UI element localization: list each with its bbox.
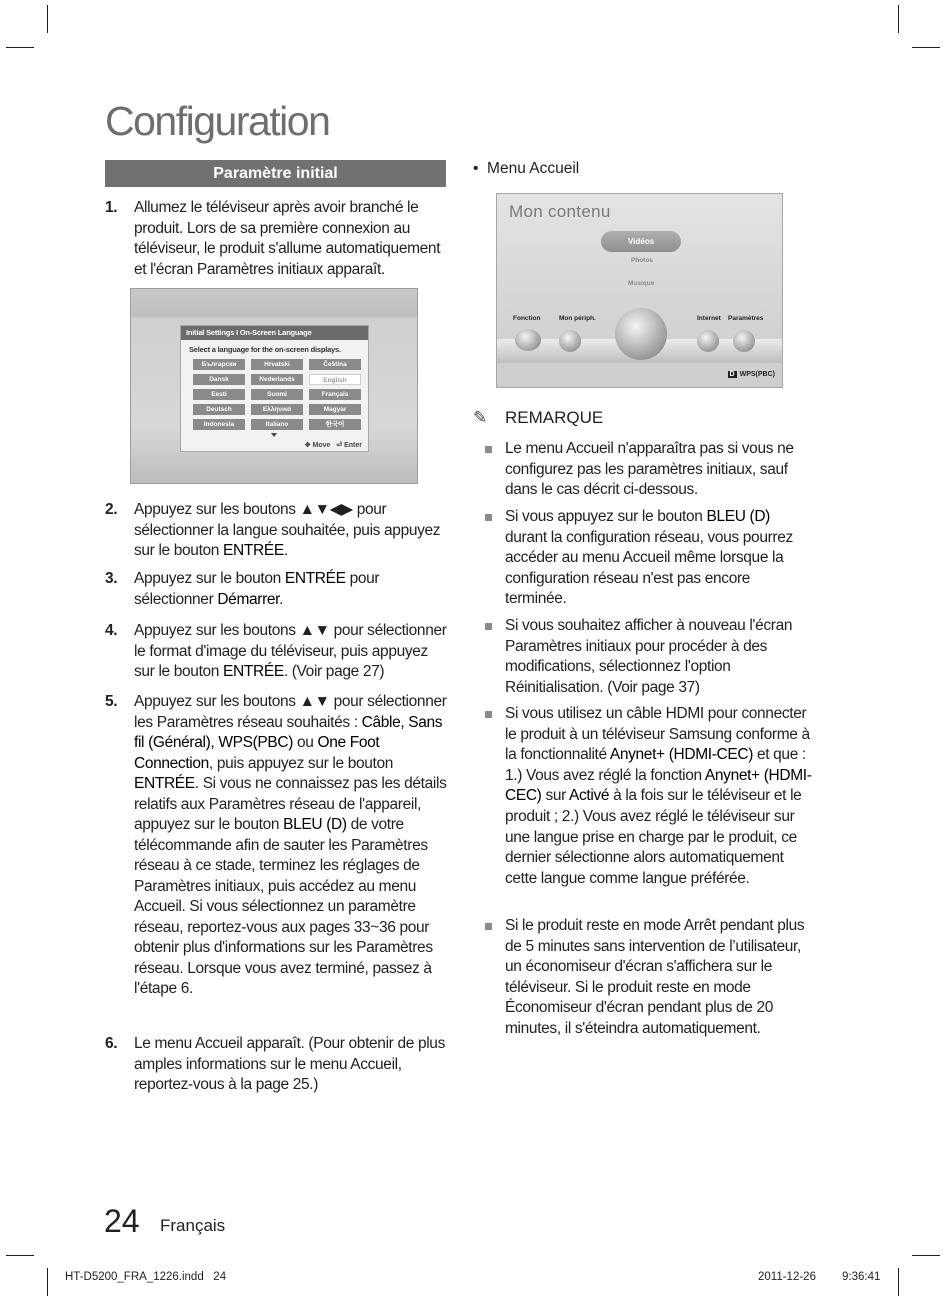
bold-term: ENTRÉE	[223, 542, 284, 559]
language-option[interactable]: 한국어	[309, 419, 361, 430]
text-run: sur	[541, 787, 570, 805]
page-number: 24	[104, 1203, 140, 1239]
text-run: Appuyez sur les boutons ▲▼◀▶ pour sélectionner la langue souhaitée, puis appuyez sur le bouton	[134, 501, 441, 559]
move-label: Move	[312, 442, 331, 449]
step-text	[134, 198, 450, 280]
page-language: Français	[160, 1216, 226, 1235]
dialog-prompt: Select a language for the on-screen displays.	[189, 345, 341, 354]
text-run: .	[283, 542, 288, 559]
text-run: Si vous appuyez sur le bouton	[505, 508, 707, 525]
square-bullet-icon	[485, 446, 492, 453]
language-option[interactable]: Ελληνικά	[251, 404, 303, 415]
device-icon	[559, 330, 581, 352]
language-option[interactable]: English	[309, 374, 361, 385]
function-icon	[515, 329, 541, 351]
bullet-dot: •	[473, 160, 488, 177]
language-dialog	[180, 325, 369, 452]
internet-icon	[697, 330, 719, 352]
step-2	[105, 500, 450, 562]
note-text	[505, 616, 815, 698]
enter-label: Enter	[344, 442, 362, 449]
home-menu-bullet	[473, 160, 579, 178]
bold-term: ENTRÉE	[223, 663, 284, 680]
d-key-icon: D	[729, 371, 735, 378]
language-option[interactable]: Nederlands	[251, 374, 303, 385]
text-run: pour sélectionner	[134, 570, 380, 608]
step-number: 3.	[105, 570, 118, 587]
step-3	[105, 569, 450, 610]
text-run: à la fois sur le téléviseur et le produit ; 2.) Vous avez réglé le téléviseur sur une langue prise en charge par le produit, ce dernier sélectionne alors automatiquement cette langue comme langue préférée.	[505, 787, 802, 887]
pencil-icon: ✎	[473, 408, 488, 427]
crop-mark	[898, 1268, 899, 1296]
text-run: Si le produit reste en mode Arrêt pendant plus de 5 minutes sans intervention de l’utilisateur, un économiseur d'écran s'affichera sur le téléviseur. Si le produit reste en mode Économiseur d'écran pendant plus de 20 minutes, il s'éteindra automatiquement.	[505, 917, 805, 1037]
step-number: 1.	[105, 199, 118, 216]
note-text	[505, 507, 815, 610]
text-run: Allumez le téléviseur après avoir branché le produit. Lors de sa première connexion au téléviseur, le produit s'allume automatiquement et l'écran Paramètres initiaux apparaît.	[134, 199, 441, 278]
note-heading	[473, 408, 603, 428]
menu-item-photos: Photos	[631, 257, 654, 264]
square-bullet-icon	[485, 623, 492, 630]
text-run: Le menu Accueil apparaît. (Pour obtenir de plus amples informations sur le menu Accueil, reportez-vous à la page 25.)	[134, 1035, 445, 1093]
text-run: Si vous souhaitez afficher à nouveau l'écran Paramètres initiaux pour procéder à des modifications, sélectionnez l'option Réinitialisation. (Voir page 37)	[505, 617, 793, 696]
bold-term: ENTRÉE	[134, 775, 195, 792]
language-option[interactable]: Magyar	[309, 404, 361, 415]
dialog-footer	[181, 441, 368, 449]
menu-item-videos: Vidéos	[601, 231, 681, 252]
text-run: Le menu Accueil n'apparaîtra pas si vous ne configurez pas les paramètres initiaux, sauf dans le cas décrit ci-dessous.	[505, 440, 794, 499]
text-run: Appuyez sur les boutons ▲▼ pour sélectionner le format d'image du téléviseur, puis appuyez sur le bouton	[134, 622, 447, 680]
note-item	[485, 507, 815, 610]
menu-item-music: Musique	[628, 280, 655, 287]
language-option[interactable]: Suomi	[251, 389, 303, 400]
footer-time: 9:36:41	[842, 1271, 881, 1283]
page-title: Configuration	[105, 98, 330, 144]
note-item	[485, 616, 815, 698]
bold-term: ENTRÉE	[284, 570, 346, 587]
step-text	[134, 569, 450, 610]
text-run: .	[279, 590, 284, 608]
home-menu-screenshot	[496, 193, 783, 388]
text-run: et que : 1.) Vous avez réglé la fonction	[505, 746, 806, 784]
step-number: 6.	[105, 1035, 118, 1052]
step-text	[134, 500, 450, 562]
note-item	[485, 916, 815, 1040]
bold-term: Démarrer	[217, 590, 280, 608]
footer-file: HT-D5200_FRA_1226.indd 24	[65, 1271, 227, 1283]
note-title: REMARQUE	[505, 408, 604, 427]
crop-mark	[912, 1255, 940, 1256]
language-option[interactable]: Italiano	[251, 419, 303, 430]
dialog-header: Initial Settings I On-Screen Language	[181, 326, 368, 340]
crop-mark	[47, 5, 48, 33]
note-item	[485, 439, 815, 501]
note-item	[485, 704, 815, 889]
crop-mark	[912, 47, 940, 48]
my-content-icon	[615, 308, 667, 360]
footer-date: 2011-12-26	[758, 1271, 816, 1283]
note-text	[505, 704, 815, 889]
bold-term: One Foot Connection	[134, 734, 380, 772]
menu-mon-periph: Mon périph.	[559, 315, 596, 322]
crop-mark	[898, 5, 899, 33]
crop-mark	[47, 1268, 48, 1296]
language-option[interactable]: Indonesia	[193, 419, 245, 430]
wps-label: WPS(PBC)	[739, 371, 775, 378]
menu-fonction: Fonction	[513, 315, 541, 322]
scroll-down-icon	[271, 433, 277, 437]
menu-internet: Internet	[697, 315, 721, 322]
move-icon: ✥	[304, 442, 311, 449]
text-run: Appuyez sur le bouton	[134, 570, 285, 587]
step-number: 2.	[105, 501, 118, 518]
note-text	[505, 916, 815, 1040]
language-option[interactable]: Deutsch	[193, 404, 245, 415]
bold-term: Anynet+ (HDMI-CEC)	[505, 766, 812, 805]
language-option[interactable]: Dansk	[193, 374, 245, 385]
enter-icon: ⏎	[336, 442, 343, 449]
wps-indicator	[728, 371, 775, 378]
text-run: , puis appuyez sur le bouton	[208, 754, 394, 772]
step-6	[105, 1034, 450, 1096]
step-text	[134, 692, 450, 1000]
language-option[interactable]: Eesti	[193, 389, 245, 400]
text-run: . Si vous ne connaissez pas les détails relatifs aux Paramètres réseau de l'appareil, appuyez sur le bouton	[134, 775, 447, 833]
text-run: ou	[293, 734, 318, 751]
note-text	[505, 439, 815, 501]
crop-mark	[6, 47, 34, 48]
step-number: 4.	[105, 622, 118, 639]
bold-term: Câble, Sans fil (Général), WPS(PBC)	[134, 713, 443, 751]
crop-mark	[6, 1255, 34, 1256]
text-run: durant la configuration réseau, vous pourrez accéder au menu Accueil même lorsque la configuration réseau n'est pas encore terminée.	[505, 528, 793, 608]
section-title: Paramètre initial	[105, 160, 446, 187]
step-text	[134, 1034, 450, 1096]
text-run: . (Voir page 27)	[283, 663, 385, 680]
step-text	[134, 621, 450, 683]
bold-term: Anynet+ (HDMI-CEC)	[609, 746, 754, 764]
square-bullet-icon	[485, 514, 492, 521]
text-run: Si vous utilisez un câble HDMI pour connecter le produit à un téléviseur Samsung conforme à la fonctionnalité	[505, 705, 810, 764]
step-5	[105, 692, 450, 1000]
text-run: de votre télécommande afin de sauter les Paramètres réseau à ce stade, terminez les réglages de Paramètres initiaux, puis accédez au menu Accueil. Si vous sélectionnez un paramètre réseau, reportez-vous aux pages 33~36 pour obtenir plus d'informations sur les Paramètres réseau. Lorsque vous avez terminé, passez à l'étape 6.	[134, 816, 433, 997]
language-option[interactable]: Български	[193, 359, 245, 370]
square-bullet-icon	[485, 923, 492, 930]
bold-term: BLEU (D)	[706, 508, 770, 525]
bold-term: BLEU (D)	[283, 816, 347, 833]
language-option[interactable]: Français	[309, 389, 361, 400]
step-1	[105, 198, 450, 280]
square-bullet-icon	[485, 711, 492, 718]
home-menu-label: Menu Accueil	[487, 160, 580, 177]
menu-parametres: Paramètres	[728, 315, 764, 322]
home-menu-title: Mon contenu	[509, 202, 611, 221]
settings-icon	[733, 330, 755, 352]
language-option[interactable]: Čeština	[309, 359, 361, 370]
text-run: Appuyez sur les boutons ▲▼ pour sélectionner les Paramètres réseau souhaités :	[134, 693, 447, 731]
bold-term: Activé	[569, 787, 610, 805]
step-4	[105, 621, 450, 683]
language-option[interactable]: Hrvatski	[251, 359, 303, 370]
step-number: 5.	[105, 693, 118, 710]
